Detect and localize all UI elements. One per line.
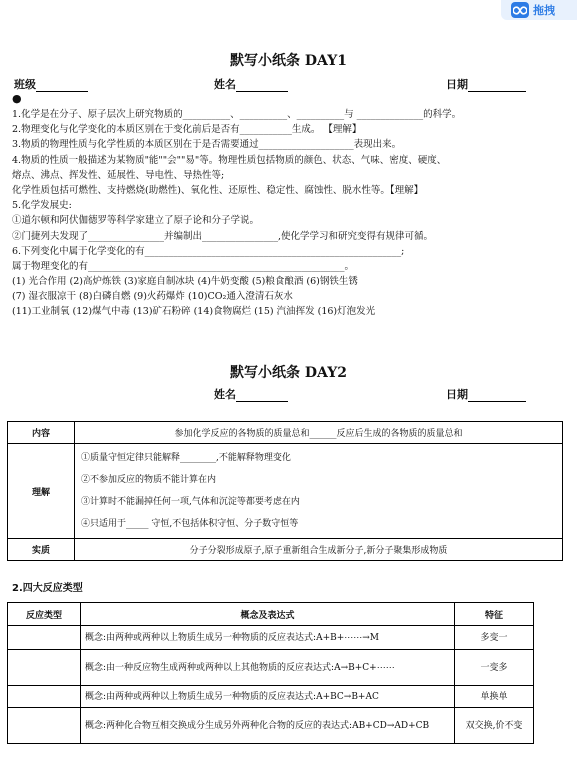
concept-cell: 概念:由一种反应物生成两种或两种以上其他物质的反应表达式:A→B+C+⋯⋯ <box>81 650 455 686</box>
day2-header-fields <box>14 386 534 402</box>
table-row <box>8 444 563 539</box>
understand-item: ③计算时不能漏掉任何一项,气体和沉淀等都要考虑在内 <box>81 497 300 507</box>
date-field[interactable]: 日期 <box>446 76 526 92</box>
name-field[interactable]: 姓名 <box>214 76 288 92</box>
drag-badge[interactable] <box>501 0 577 20</box>
table-row <box>8 708 534 744</box>
question-line: 4.物质的性质一般描述为某物质"能""会""易"等。物理性质包括物质的颜色、状态、气味、密度、硬度、 <box>12 154 447 166</box>
reaction-type-cell[interactable] <box>8 708 81 744</box>
essence-text: 分子分裂形成原子,原子重新组合生成新分子,新分子聚集形成物质 <box>75 539 563 561</box>
column-header: 概念及表达式 <box>81 603 455 626</box>
conservation-law-table <box>7 421 563 561</box>
badge-text: 拖拽 <box>533 4 555 17</box>
infinity-icon <box>511 2 529 18</box>
date-field[interactable]: 日期 <box>446 386 526 402</box>
question-line: (1) 光合作用 (2)高炉炼铁 (3)家庭自制冰块 (4)牛奶变酸 (5)粮食酿酒 (6)钢铁生锈 <box>12 276 358 288</box>
understand-label: 理解 <box>8 444 75 539</box>
question-line: 6.下列变化中属于化学变化的有______________________________________________________; <box>12 245 405 257</box>
reaction-type-cell[interactable] <box>8 626 81 650</box>
question-line: 熔点、沸点、挥发性、延展性、导电性、导热性等; <box>12 169 225 181</box>
day2-title: 默写小纸条 DAY2 <box>230 365 347 381</box>
day1-question-lines <box>12 107 557 320</box>
understand-item: ②不参加反应的物质不能计算在内 <box>81 475 217 485</box>
feature-cell: 多变一 <box>455 626 534 650</box>
content-text: 参加化学反应的各物质的质量总和______反应后生成的各物质的质量总和 <box>75 422 563 444</box>
feature-cell: 双交换,价不变 <box>455 708 534 744</box>
table-row <box>8 422 563 444</box>
bullet-mark: ● <box>12 92 22 105</box>
table-header-row <box>8 603 534 626</box>
content-label: 内容 <box>8 422 75 444</box>
reaction-type-cell[interactable] <box>8 686 81 708</box>
question-line: ②门捷列夫发现了________________并编制出________________,使化学学习和研究变得有规律可循。 <box>12 230 434 242</box>
question-line: (11)工业制氧 (12)煤气中毒 (13)矿石粉碎 (14)食物腐烂 (15) 汽油挥发 (16)灯泡发光 <box>12 306 376 318</box>
question-line: 2.物理变化与化学变化的本质区别在于变化前后是否有___________生成。 【理解】 <box>12 124 362 136</box>
question-line: (7) 湿衣服凉干 (8)白磷自燃 (9)火药爆炸 (10)CO₂通入澄清石灰水 <box>12 291 293 303</box>
section-title: 2.四大反应类型 <box>12 583 83 594</box>
day1-title: 默写小纸条 DAY1 <box>230 53 347 69</box>
table-row <box>8 686 534 708</box>
column-header: 反应类型 <box>8 603 81 626</box>
reaction-type-cell[interactable] <box>8 650 81 686</box>
question-line: 3.物质的物理性质与化学性质的本质区别在于是否需要通过____________________表现出来。 <box>12 139 402 151</box>
day1-header-fields <box>14 76 534 92</box>
reaction-types-table <box>7 602 534 744</box>
understand-item: ④只适用于_____ 守恒,不包括体积守恒、分子数守恒等 <box>81 519 299 529</box>
question-line: 化学性质包括可燃性、支持燃烧(助燃性)、氧化性、还原性、稳定性、腐蚀性、脱水性等。【理解】 <box>12 184 424 196</box>
feature-cell: 单换单 <box>455 686 534 708</box>
concept-cell: 概念:由两种或两种以上物质生成另一种物质的反应表达式:A+B+⋯⋯→M <box>81 626 455 650</box>
question-line: 5.化学发展史: <box>12 200 72 212</box>
table-row <box>8 650 534 686</box>
feature-cell: 一变多 <box>455 650 534 686</box>
concept-cell: 概念:由两种或两种以上物质生成另一种物质的反应表达式:A+BC→B+AC <box>81 686 455 708</box>
understand-item: ①质量守恒定律只能解释________,不能解释物理变化 <box>81 453 291 463</box>
question-line: 1.化学是在分子、原子层次上研究物质的__________、__________、__________与 ______________的科学。 <box>12 109 462 120</box>
essence-label: 实质 <box>8 539 75 561</box>
column-header: 特征 <box>455 603 534 626</box>
concept-cell: 概念:两种化合物互相交换成分生成另外两种化合物的反应的表达式:AB+CD→AD+CB <box>81 708 455 744</box>
question-line: ①道尔顿和阿伏伽德罗等科学家建立了原子论和分子学说。 <box>12 215 260 227</box>
name-field[interactable]: 姓名 <box>214 386 288 402</box>
table-row <box>8 626 534 650</box>
question-line: 属于物理变化的有______________________________________________________。 <box>12 260 355 272</box>
table-row <box>8 539 563 561</box>
class-field[interactable]: 班级 <box>14 76 88 92</box>
